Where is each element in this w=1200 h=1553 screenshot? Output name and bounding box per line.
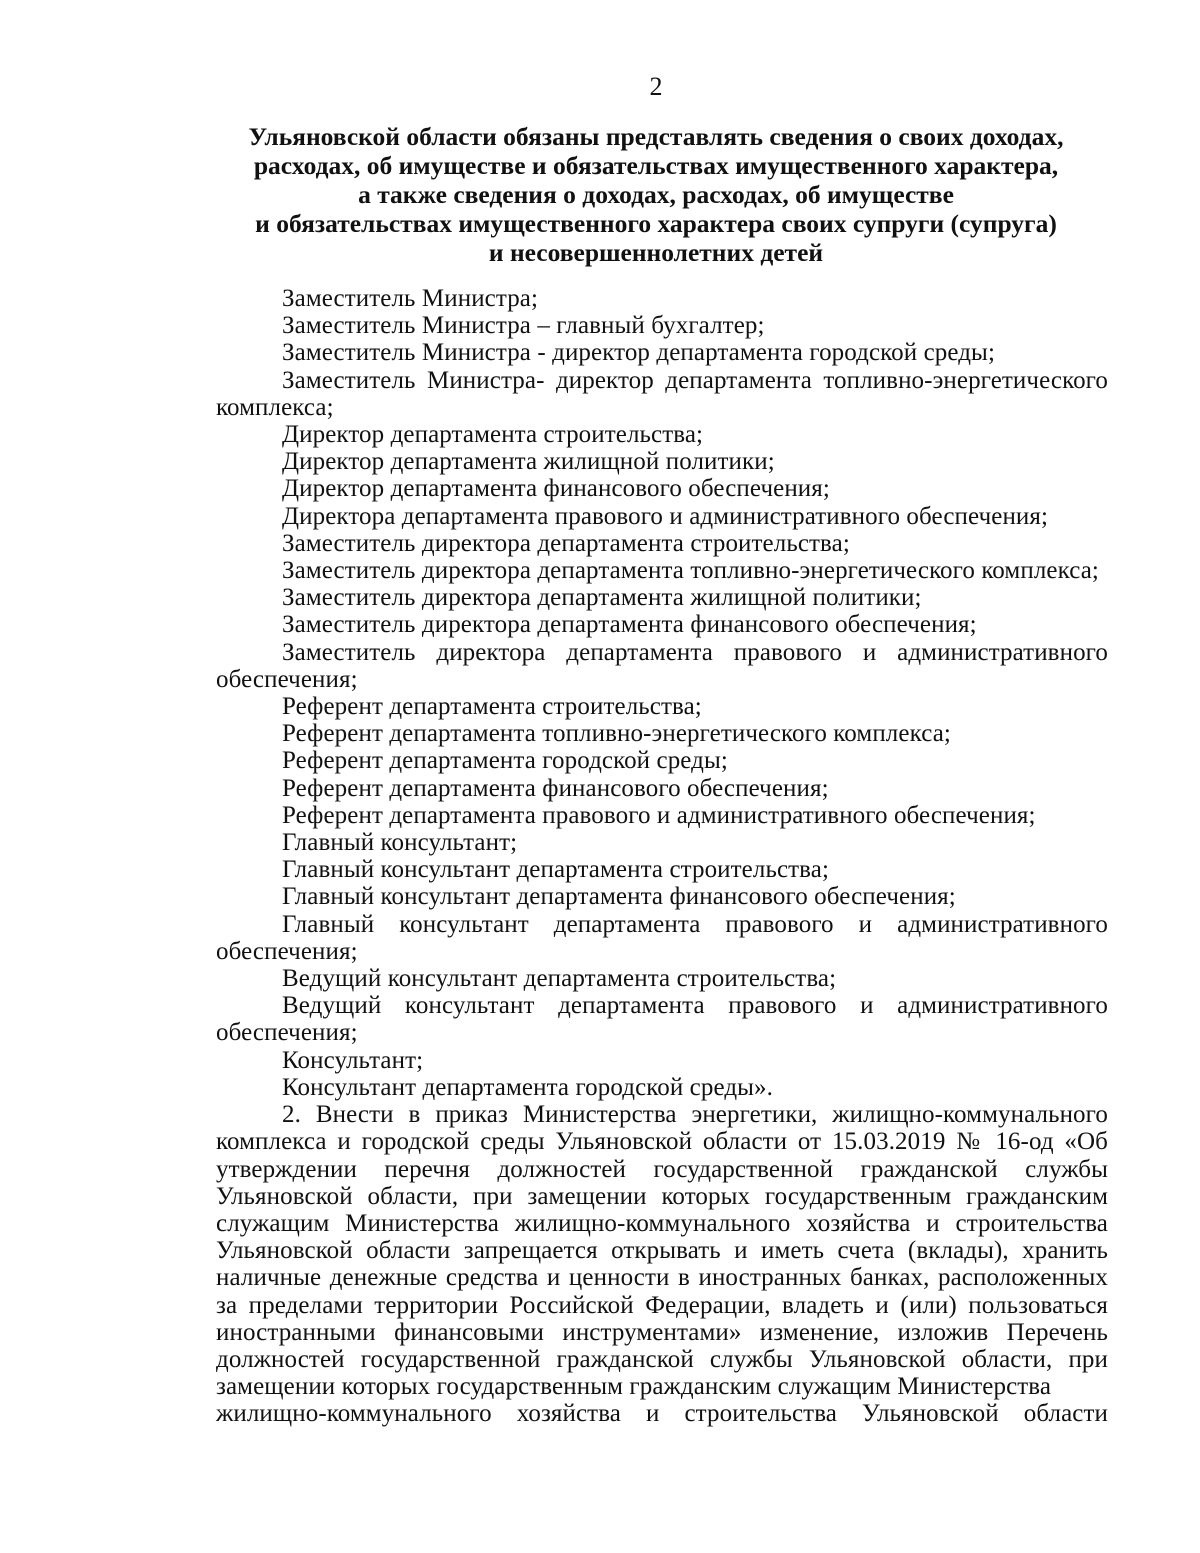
position-item: Референт департамента строительства; bbox=[282, 693, 702, 721]
position-item: Директора департамента правового и административного обеспечения; bbox=[282, 502, 1049, 530]
position-item: Главный консультант департамента строительства; bbox=[282, 856, 829, 884]
title-line: а также сведения о доходах, расходах, об имуществе bbox=[358, 180, 954, 209]
position-item: Директор департамента строительства; bbox=[282, 421, 704, 449]
position-item: Главный консультант департамента правового и административного обеспечения; bbox=[216, 910, 1108, 965]
position-item: Заместитель директора департамента жилищной политики; bbox=[282, 584, 922, 612]
document-body bbox=[216, 285, 1108, 1428]
paragraph-2-last-line: жилищно-коммунального хозяйства и строительства Ульяновской области bbox=[216, 1400, 1108, 1428]
position-item: Консультант; bbox=[282, 1046, 424, 1074]
position-item: Референт департамента финансового обеспечения; bbox=[282, 774, 829, 802]
title-line: расходах, об имуществе и обязательствах имущественного характера, bbox=[253, 151, 1059, 180]
position-item: Заместитель Министра – главный бухгалтер; bbox=[282, 312, 765, 340]
position-item: Главный консультант департамента финансового обеспечения; bbox=[282, 883, 956, 911]
position-item: Директор департамента жилищной политики; bbox=[282, 448, 775, 476]
paragraph-2: 2. Внести в приказ Министерства энергетики, жилищно-коммунального комплекса и городской среды Ульяновской области от 15.03.2019 № 16-од «Об утверждении перечня должностей государственной гражданской службы Ульяновской области, при замещении которых государственным гражданским служащим Министерства жилищно-коммунального хозяйства и строительства Ульяновской области запрещается открывать и иметь счета (вклады), хранить наличные денежные средства и ценности в иностранных банках, расположенных за пределами территории Российской Федерации, владеть и (или) пользоваться иностранными финансовыми инструментами» изменение, изложив Перечень должностей государственной гражданской службы Ульяновской области, при замещении которых государственным гражданским служащим Министерства bbox=[216, 1101, 1108, 1401]
position-item: Ведущий консультант департамента строительства; bbox=[282, 965, 837, 993]
position-item: Референт департамента городской среды; bbox=[282, 747, 728, 775]
position-item: Заместитель Министра; bbox=[282, 285, 539, 312]
position-item: Заместитель директора департамента финансового обеспечения; bbox=[282, 611, 977, 639]
position-item: Заместитель Министра - директор департамента городской среды; bbox=[282, 339, 995, 367]
section-title bbox=[200, 122, 1112, 267]
position-item: Главный консультант; bbox=[282, 829, 518, 857]
position-item: Заместитель директора департамента топливно-энергетического комплекса; bbox=[282, 557, 1099, 585]
position-item: Консультант департамента городской среды». bbox=[282, 1073, 774, 1101]
position-item: Заместитель Министра- директор департамента топливно-энергетического комплекса; bbox=[216, 366, 1108, 421]
title-line: и обязательствах имущественного характера своих супруги (супруга) bbox=[255, 209, 1057, 238]
title-line: Ульяновской области обязаны представлять сведения о своих доходах, bbox=[248, 122, 1064, 151]
position-item: Заместитель директора департамента правового и административного обеспечения; bbox=[216, 638, 1108, 693]
page-number: 2 bbox=[649, 72, 663, 101]
position-item: Референт департамента топливно-энергетического комплекса; bbox=[282, 720, 951, 748]
position-item: Ведущий консультант департамента правового и административного обеспечения; bbox=[216, 992, 1108, 1047]
title-line: и несовершеннолетних детей bbox=[488, 238, 824, 267]
position-item: Директор департамента финансового обеспечения; bbox=[282, 475, 830, 503]
position-item: Референт департамента правового и административного обеспечения; bbox=[282, 801, 1036, 829]
position-item: Заместитель директора департамента строительства; bbox=[282, 529, 850, 557]
